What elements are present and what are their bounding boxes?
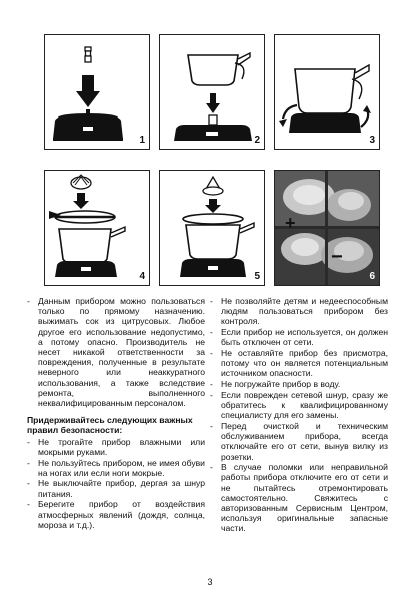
page-number: 3 (207, 577, 213, 587)
list-item: - Данным прибором можно пользоваться только по прямому назначению. выжимать сок из цитрусовых. Любое другое его использование недопустимо, а потому опасно. Производитель не несет никакой ответственности за повреждения, полученные в результате неверного или неаккуратного использования, а также вследствие ремонта, выполненного неквалифицированным персоналом. (27, 296, 205, 409)
juicer-base-assembly-illustration (45, 35, 149, 149)
list-item-text: Не пользуйтесь прибором, не имея обуви на ногах или если ноги мокрые. (38, 457, 205, 478)
list-item: - Не позволяйте детям и недееспособным людям пользоваться прибором без контроля. (210, 296, 388, 327)
figure-panel-3 (274, 34, 380, 150)
list-item-text: Не позволяйте детям и недееспособным людям пользоваться прибором без контроля. (221, 296, 388, 327)
jug-placement-illustration (160, 35, 264, 149)
list-item-text: Не выключайте прибор, дергая за шнур питания. (38, 478, 205, 499)
list-item: - Не оставляйте прибор без присмотра, потому что он является потенциальным источником опасности. (210, 348, 388, 379)
list-item: - Не трогайте прибор влажными или мокрыми руками. (27, 436, 205, 457)
cone-on-shaft-illustration (160, 171, 264, 285)
instruction-figures (44, 34, 380, 286)
list-item: - Берегите прибор от воздействия атмосферных явлений (дождя, солнца, мороза и т.д.). (27, 499, 205, 530)
figure-number: 3 (369, 135, 375, 146)
list-item-text: Если прибор не используется, он должен быть отключен от сети. (221, 327, 388, 348)
pressing-citrus-photo (275, 171, 379, 285)
list-item: - В случае поломки или неправильной работы прибора отключите его от сети и не пытайтесь отремонтировать самостоятельно. Свяжитесь с авторизованным Сервисным Центром, используя оригинальные запасные части. (210, 462, 388, 534)
figure-panel-6 (274, 170, 380, 286)
list-item-text: Не оставляйте прибор без присмотра, потому что он является потенциальным источником опасности. (221, 348, 388, 379)
list-item: - Перед очисткой и техническим обслуживанием прибора, всегда отключайте его от сети, вынув вилку из розетки. (210, 420, 388, 462)
list-item-text: Берегите прибор от воздействия атмосферных явлений (дождя, солнца, мороза и т.д.). (38, 499, 205, 530)
list-item: - Не погружайте прибор в воду. (210, 379, 341, 390)
list-item: - Если прибор не используется, он должен быть отключен от сети. (210, 327, 388, 348)
figure-panel-5 (159, 170, 265, 286)
figure-number: 5 (254, 271, 260, 282)
safety-rules-heading: Придерживайтесь следующих важных правил безопасности: (27, 415, 193, 436)
figure-panel-1 (44, 34, 150, 150)
figure-number: 6 (369, 271, 375, 282)
list-item: - Не пользуйтесь прибором, не имея обуви на ногах или если ноги мокрые. (27, 457, 205, 478)
figure-panel-2 (159, 34, 265, 150)
minus-symbol: − (331, 246, 343, 268)
right-text-column (210, 296, 388, 534)
figure-number: 2 (254, 135, 260, 146)
list-item-text: Перед очисткой и техническим обслуживанием прибора, всегда отключайте его от сети, вынув вилку из розетки. (221, 420, 388, 462)
list-item: - Не выключайте прибор, дергая за шнур питания. (27, 478, 205, 499)
list-item-text: Данным прибором можно пользоваться только по прямому назначению. выжимать сок из цитрусовых. Любое другое его использование недопустимо, а потому опасно. Производитель не несет никакой ответственности за повреждения, полученные в результате неверного или неаккуратного использования, а также вследствие ремонта, выполненного неквалифицированным персоналом. (38, 296, 205, 409)
jug-on-base-rotate-illustration (275, 35, 379, 149)
figure-panel-4 (44, 170, 150, 286)
figure-number: 1 (139, 135, 145, 146)
list-item-text: Не трогайте прибор влажными или мокрыми руками. (38, 436, 205, 457)
list-item-text: В случае поломки или неправильной работы прибора отключите его от сети и не пытайтесь отремонтировать самостоятельно. Свяжитесь с авторизованным Сервисным Центром, используя оригинальные запасные части. (221, 462, 388, 534)
list-item-text: Если поврежден сетевой шнур, сразу же обратитесь к квалифицированному специалисту для его замены. (221, 389, 388, 421)
list-item-text: Не погружайте прибор в воду. (221, 379, 341, 390)
left-text-column (27, 296, 205, 530)
plus-symbol: + (285, 213, 296, 233)
list-item: - Если поврежден сетевой шнур, сразу же обратитесь к квалифицированному специалисту для его замены. (210, 389, 388, 421)
filter-and-cone-insertion-illustration (45, 171, 149, 285)
figure-number: 4 (139, 271, 145, 282)
